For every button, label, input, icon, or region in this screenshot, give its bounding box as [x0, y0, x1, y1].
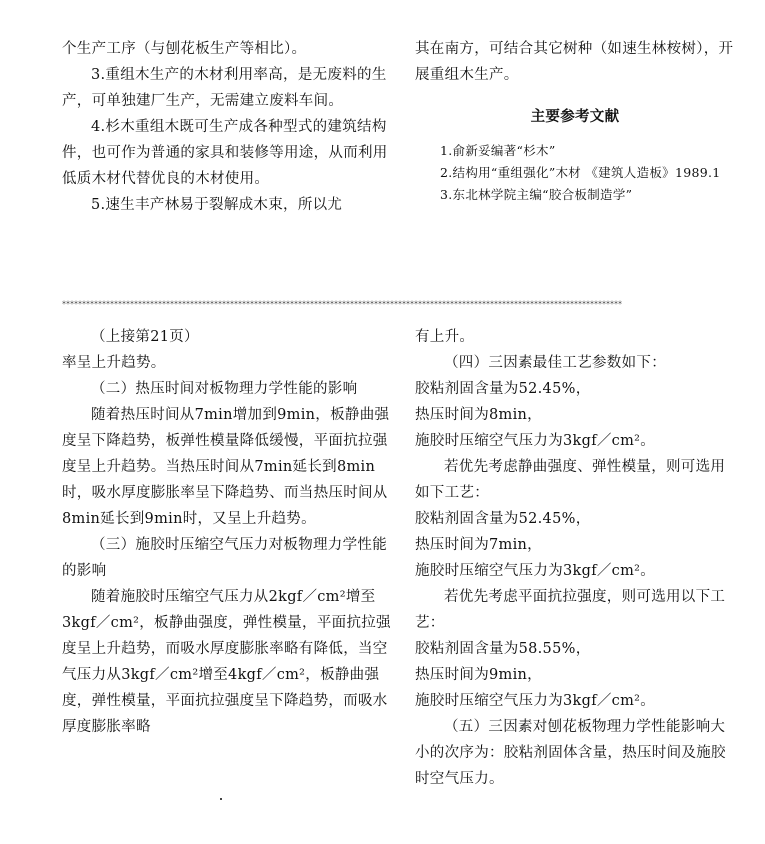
- section-heading-2: （二）热压时间对板物理力学性能的影响: [91, 381, 358, 397]
- section-3-body: 随着施胶时压缩空气压力从2kgf／cm²增至3kgf／cm²，板静曲强度，弹性模量，平面抗拉强度呈上升趋势，而吸水厚度膨胀率略有降低，当空气压力从3kgf／cm²增至4kgf／cm²，板静曲强度，弹性模量，平面抗拉强度呈下降趋势，而吸水厚度膨胀率略: [62, 589, 391, 735]
- section-2-body: 随着热压时间从7min增加到9min，板静曲强度呈下降趋势，板弹性模量降低缓慢，平面抗拉强度呈上升趋势。当热压时间从7min延长到8min时，吸水厚度膨胀率呈下降趋势、而当热压时间从8min延长到9min时，又呈上升趋势。: [62, 407, 390, 527]
- param-set-3-pressure: 施胶时压缩空气压力为3kgf／cm²。: [415, 693, 656, 709]
- bottom-left-column: [62, 324, 392, 740]
- section-3-continuation: 有上升。: [415, 329, 475, 345]
- param-set-1-time: 热压时间为8min，: [415, 407, 542, 423]
- top-left-column: [62, 36, 392, 218]
- point-5-paragraph: 5.速生丰产林易于裂解成木束，所以尤: [91, 197, 343, 213]
- paragraph-continuation: 率呈上升趋势。: [62, 355, 166, 371]
- bottom-right-column: [415, 324, 735, 792]
- reference-item-3: 3.东北林学院主编“胶合板制造学”: [440, 187, 633, 202]
- condition-1: 若优先考虑静曲强度、弹性模量，则可选用如下工艺：: [415, 459, 726, 501]
- continued-from-note: （上接第21页）: [91, 329, 199, 345]
- param-set-1-solids: 胶粘剂固含量为52.45%，: [415, 381, 591, 397]
- reference-item-1: 1.俞新妥编著“杉木”: [440, 143, 556, 158]
- scan-speck: [220, 798, 222, 800]
- references-heading: 主要参考文献: [530, 109, 620, 125]
- paragraph-continuation: 个生产工序（与刨花板生产等相比）。: [62, 41, 307, 57]
- section-heading-3: （三）施胶时压缩空气压力对板物理力学性能的影响: [62, 537, 387, 579]
- param-set-3-solids: 胶粘剂固含量为58.55%，: [415, 641, 591, 657]
- condition-2: 若优先考虑平面抗拉强度，则可选用以下工艺：: [415, 589, 726, 631]
- point-4-paragraph: 4.杉木重组木既可生产成各种型式的建筑结构件，也可作为普通的家具和装修等用途，从而利用低质木材代替优良的木材使用。: [62, 119, 388, 187]
- decorative-divider: ⁎⁎⁎⁎⁎⁎⁎⁎⁎⁎⁎⁎⁎⁎⁎⁎⁎⁎⁎⁎⁎⁎⁎⁎⁎⁎⁎⁎⁎⁎⁎⁎⁎⁎⁎⁎⁎⁎⁎⁎⁎⁎⁎⁎⁎⁎⁎⁎⁎⁎⁎⁎⁎⁎⁎⁎⁎⁎⁎⁎⁎⁎⁎⁎⁎⁎⁎⁎⁎⁎⁎⁎⁎⁎⁎⁎⁎⁎⁎⁎⁎⁎⁎⁎⁎⁎⁎⁎⁎⁎⁎⁎⁎⁎⁎⁎⁎⁎⁎⁎⁎⁎⁎⁎⁎⁎⁎⁎⁎⁎⁎⁎⁎⁎⁎⁎⁎⁎⁎⁎⁎⁎⁎⁎⁎⁎⁎⁎⁎⁎⁎⁎⁎⁎⁎⁎⁎⁎⁎⁎: [62, 298, 622, 306]
- top-right-column: [415, 36, 735, 206]
- section-5-body: （五）三因素对刨花板物理力学性能影响大小的次序为：胶粘剂固体含量，热压时间及施胶时空气压力。: [415, 719, 726, 787]
- param-set-3-time: 热压时间为9min，: [415, 667, 542, 683]
- param-set-2-time: 热压时间为7min，: [415, 537, 542, 553]
- point-5-continuation: 其在南方，可结合其它树种（如速生林桉树），开展重组木生产。: [415, 41, 734, 83]
- param-set-2-solids: 胶粘剂固含量为52.45%，: [415, 511, 591, 527]
- param-set-1-pressure: 施胶时压缩空气压力为3kgf／cm²。: [415, 433, 656, 449]
- reference-item-2: 2.结构用“重组强化”木材 《建筑人造板》1989.1: [440, 165, 721, 180]
- param-set-2-pressure: 施胶时压缩空气压力为3kgf／cm²。: [415, 563, 656, 579]
- point-3-paragraph: 3.重组木生产的木材利用率高，是无废料的生产，可单独建厂生产，无需建立废料车间。: [62, 67, 387, 109]
- section-heading-4: （四）三因素最佳工艺参数如下：: [444, 355, 666, 371]
